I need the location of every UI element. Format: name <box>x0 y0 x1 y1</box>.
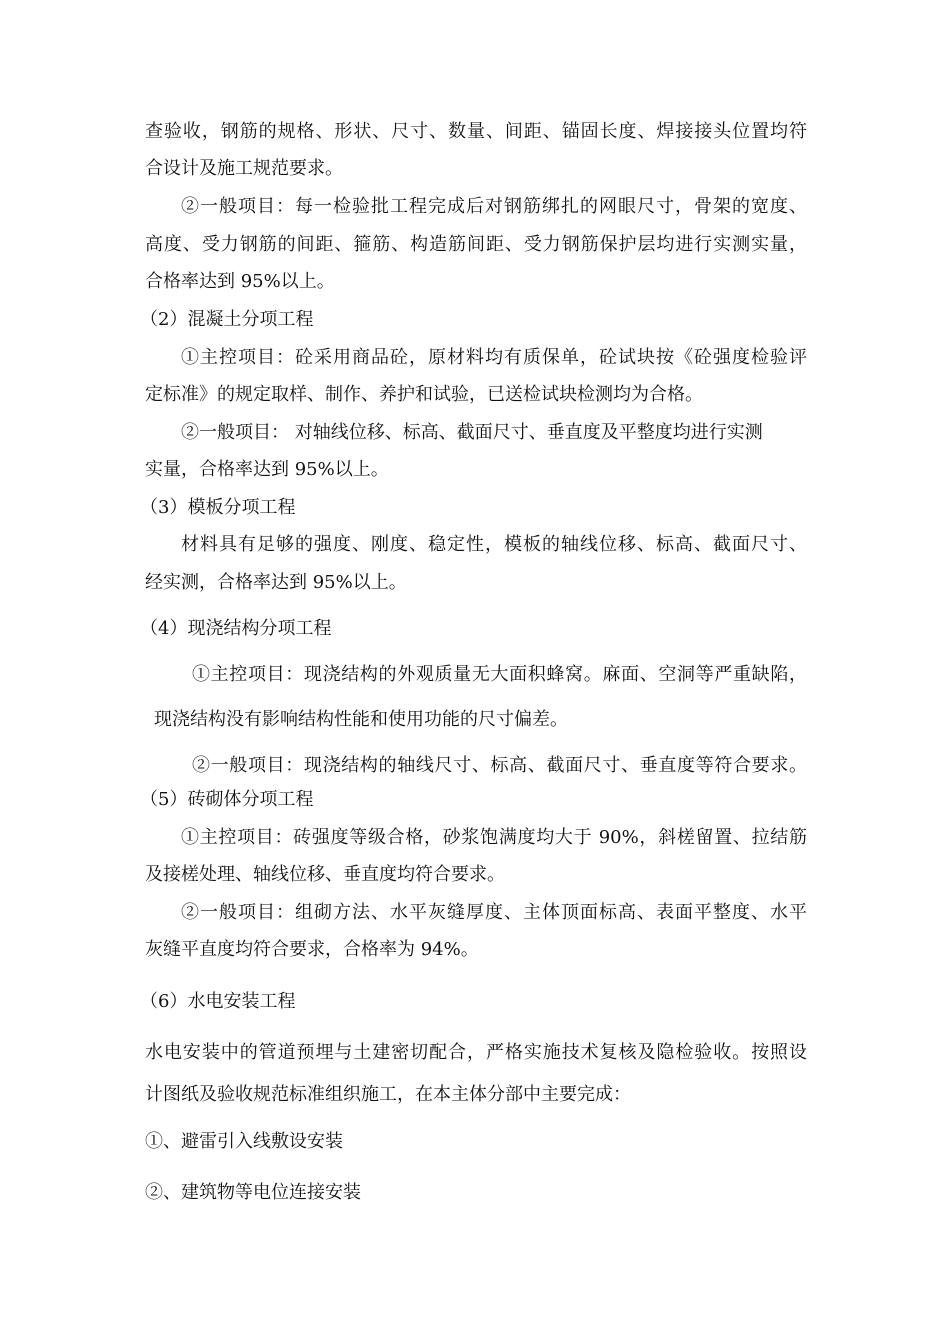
body-text-line: 合格率达到 95%以上。 <box>145 271 335 292</box>
section-heading: （3）模板分项工程 <box>140 497 296 518</box>
body-text-line: ②一般项目：组砌方法、水平灰缝厚度、主体顶面标高、表面平整度、水平 <box>181 902 807 923</box>
body-text-line: 经实测，合格率达到 95%以上。 <box>145 572 407 593</box>
body-text-line: ①主控项目：砖强度等级合格，砂浆饱满度均大于 90%，斜槎留置、拉结筋 <box>181 827 807 848</box>
body-text-line: 计图纸及验收规范标准组织施工，在本主体分部中主要完成： <box>145 1084 631 1105</box>
body-text-line: 水电安装中的管道预埋与土建密切配合，严格实施技术复核及隐检验收。按照设 <box>145 1042 807 1063</box>
list-item: ②、建筑物等电位连接安装 <box>145 1182 361 1203</box>
body-text-line: ②一般项目：每一检验批工程完成后对钢筋绑扎的网眼尺寸，骨架的宽度、 <box>181 196 807 217</box>
section-heading: （6）水电安装工程 <box>140 991 296 1012</box>
section-heading: （5）砖砌体分项工程 <box>140 789 314 810</box>
body-text-line: 现浇结构没有影响结构性能和使用功能的尺寸偏差。 <box>154 709 568 730</box>
body-text-line: 实量，合格率达到 95%以上。 <box>145 459 389 480</box>
body-text-line: ①主控项目：砼采用商品砼，原材料均有质保单，砼试块按《砼强度检验评 <box>181 347 807 368</box>
section-heading: （4）现浇结构分项工程 <box>140 618 332 639</box>
body-text-line: 合设计及施工规范要求。 <box>145 158 343 179</box>
body-text-line: 定标准》的规定取样、制作、养护和试验，已送检试块检测均为合格。 <box>145 384 703 405</box>
section-heading: （2）混凝土分项工程 <box>140 309 314 330</box>
body-text-line: ②一般项目： 对轴线位移、标高、截面尺寸、垂直度及平整度均进行实测 <box>181 422 763 443</box>
list-item: ①、避雷引入线敷设安装 <box>145 1131 343 1152</box>
body-text-line: ②一般项目：现浇结构的轴线尺寸、标高、截面尺寸、垂直度等符合要求。 <box>192 755 807 776</box>
body-text-line: ①主控项目：现浇结构的外观质量无大面积蜂窝。麻面、空洞等严重缺陷， <box>192 664 807 685</box>
body-text-line: 查验收，钢筋的规格、形状、尺寸、数量、间距、锚固长度、焊接接头位置均符 <box>145 121 807 142</box>
body-text-line: 材料具有足够的强度、刚度、稳定性，模板的轴线位移、标高、截面尺寸、 <box>181 534 807 555</box>
body-text-line: 高度、受力钢筋的间距、箍筋、构造筋间距、受力钢筋保护层均进行实测实量， <box>145 234 807 255</box>
body-text-line: 及接槎处理、轴线位移、垂直度均符合要求。 <box>145 864 505 885</box>
body-text-line: 灰缝平直度均符合要求，合格率为 94%。 <box>145 939 479 960</box>
